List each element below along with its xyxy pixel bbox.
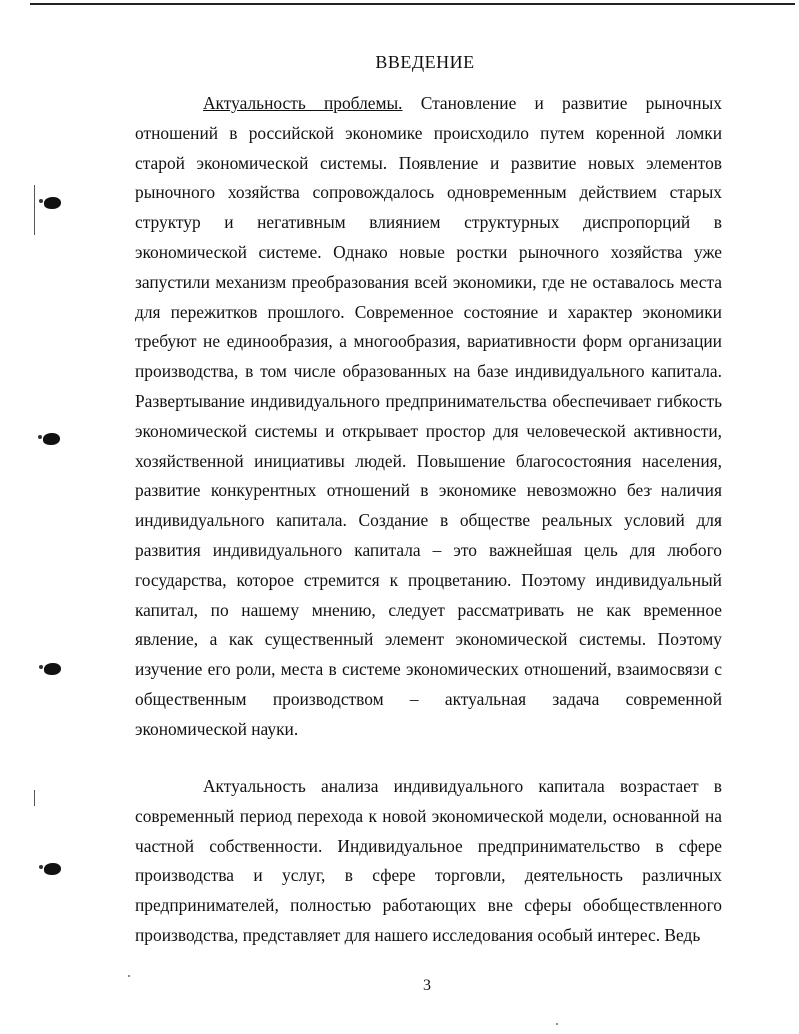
scan-left-margin-line	[34, 790, 35, 806]
page-title: ВВЕДЕНИЕ	[375, 52, 475, 72]
binder-hole-mark	[44, 197, 61, 209]
binder-hole-mark	[44, 663, 61, 675]
section-heading-inline: Актуальность проблемы.	[203, 93, 403, 113]
binder-hole-mark	[43, 433, 60, 445]
scan-top-border	[30, 3, 795, 5]
paragraph-body: Актуальность анализа индивидуального капитала возрастает в современный период перехода к новой экономической модели, основанной на частной собственности. Индивидуальное предпринимательство в сфере производства и услуг, в сфере торговли, деятельность различных предпринимателей, полностью работающих вне сферы обобществленного производства, представляет для нашего исследования особый интерес. Ведь	[135, 776, 722, 945]
paragraph-body: Становление и развитие рыночных отношений в российской экономике происходило путем коренной ломки старой экономической системы. Появление и развитие новых элементов рыночного хозяйства сопровождалось одновременным действием старых структур и негативным влиянием структурных диспропорций в экономической системе. Однако новые ростки рыночного хозяйства уже запустили механизм преобразования всей экономики, где не оставалось места для пережитков прошлого. Современное состояние и характер экономики требуют не единообразия, а многообразия, вариативности форм организации производства, в том числе образованных на базе индивидуального капитала. Развертывание индивидуального предпринимательства обеспечивает гибкость экономической системы и открывает простор для человеческой активности, хозяйственной инициативы людей. Повышение благосостояния населения, развитие конкурентных отношений в экономике невозможно без наличия индивидуального капитала. Создание в обществе реальных условий для развития индивидуального капитала – это важнейшая цель для любого государства, которое стремится к процветанию. Поэтому индивидуальный капитал, по нашему мнению, следует рассматривать не как временное явление, а как существенный элемент экономической системы. Поэтому изучение его роли, места в системе экономических отношений, взаимосвязи с общественным производством – актуальная задача современной экономической науки.	[135, 93, 722, 739]
binder-hole-mark	[44, 863, 61, 875]
scan-left-margin-line	[34, 185, 35, 235]
scan-speck	[128, 975, 130, 977]
paragraph-analysis	[135, 772, 722, 951]
page-number: 3	[423, 977, 431, 994]
scan-speck	[556, 1023, 558, 1025]
paragraph-relevance	[135, 89, 722, 745]
